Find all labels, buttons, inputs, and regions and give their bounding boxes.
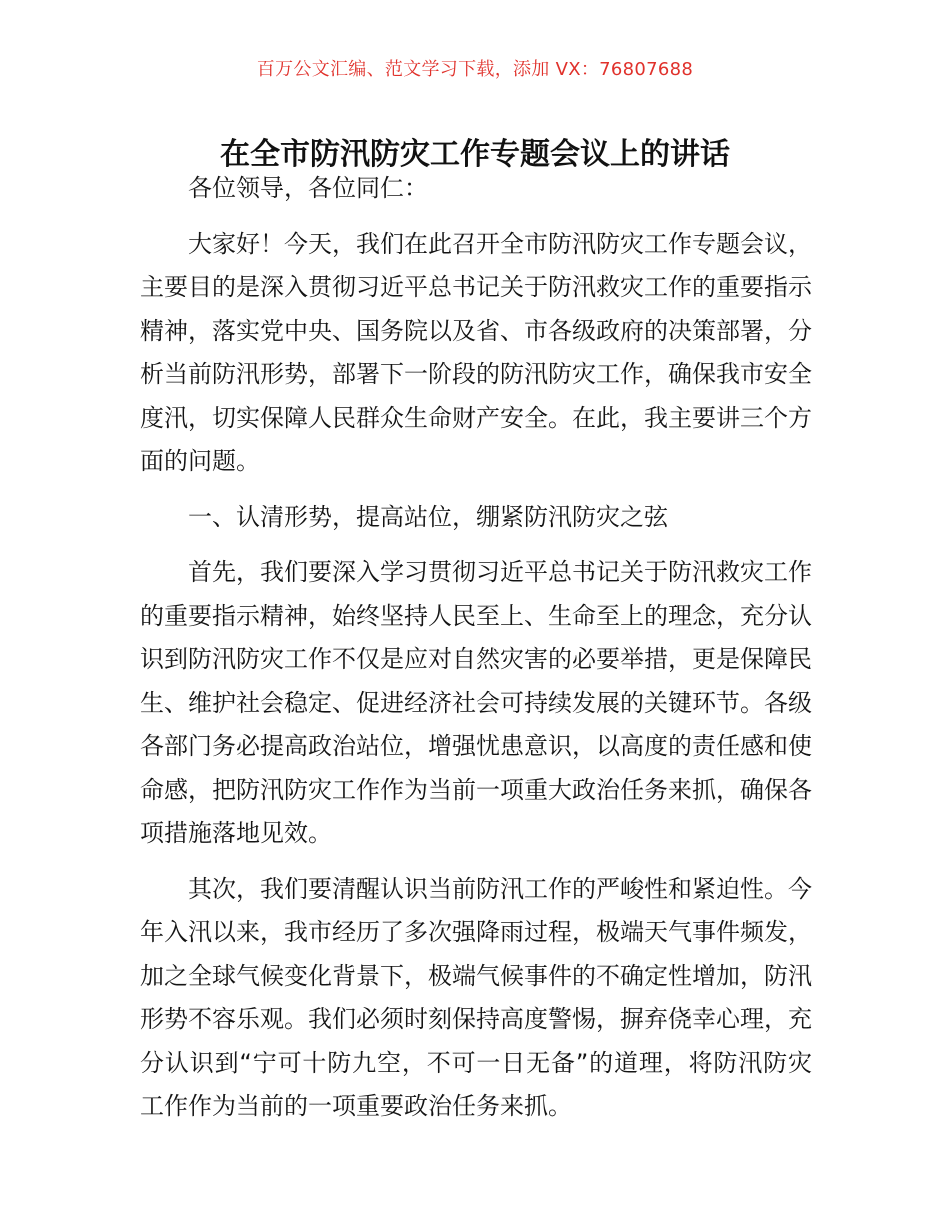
paragraph-second: 其次，我们要清醒认识当前防汛工作的严峻性和紧迫性。今年入汛以来，我市经历了多次强降雨过程，极端天气事件频发，加之全球气候变化背景下，极端气候事件的不确定性增加，防汛形势不容乐观。我们必须时刻保持高度警惕，摒弃侥幸心理，充分认识到“宁可十防九空，不可一日无备”的道理，将防汛防灾工作作为当前的一项重要政治任务来抓。 [140,874,812,1120]
document-title: 在全市防汛防灾工作专题会议上的讲话 [220,137,730,173]
paragraph-first: 首先，我们要深入学习贯彻习近平总书记关于防汛救灾工作的重要指示精神，始终坚持人民至上、生命至上的理念，充分认识到防汛防灾工作不仅是应对自然灾害的必要举措，更是保障民生、维护社会稳定、促进经济社会可持续发展的关键环节。各级各部门务必提高政治站位，增强忧患意识，以高度的责任感和使命感，把防汛防灾工作作为当前一项重大政治任务来抓，确保各项措施落地见效。 [140,558,812,847]
section-heading-1: 一、认清形势，提高站位，绷紧防汛防灾之弦 [188,502,668,531]
salutation: 各位领导，各位同仁： [188,174,428,202]
document-body [140,167,812,1129]
watermark-banner: 百万公文汇编、范文学习下载，添加 VX：76807688 [256,59,694,80]
paragraph-opening: 大家好！今天，我们在此召开全市防汛防灾工作专题会议，主要目的是深入贯彻习近平总书记关于防汛救灾工作的重要指示精神，落实党中央、国务院以及省、市各级政府的决策部署，分析当前防汛形势，部署下一阶段的防汛防灾工作，确保我市安全度汛，切实保障人民群众生命财产安全。在此，我主要讲三个方面的问题。 [140,229,812,475]
